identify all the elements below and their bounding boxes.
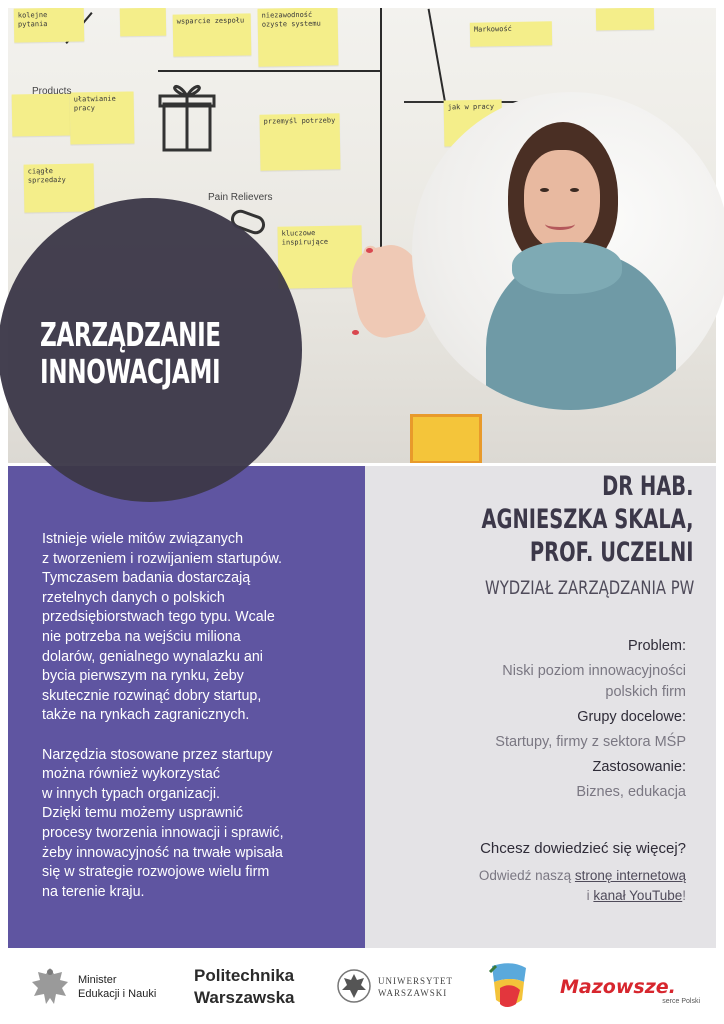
text-line: z tworzeniem i rozwijaniem startupów. (42, 550, 282, 567)
pw-line: Warszawska (194, 988, 295, 1007)
target-groups-label: Grupy docelowe: (577, 709, 686, 725)
fingernail (366, 248, 373, 253)
uw-line: WARSZAWSKI (378, 988, 448, 998)
text-line: także na rynkach zagranicznych. (42, 707, 250, 724)
sticky-note: ciągłe sprzedaży (24, 163, 95, 212)
portrait-smile (545, 218, 575, 230)
eagle-crest-icon (336, 964, 372, 1010)
yellow-object (410, 414, 482, 463)
sticky-note: przemyśl potrzeby (260, 113, 341, 170)
mein-logo (30, 950, 156, 1024)
description-text (42, 530, 342, 922)
pain-relievers-label: Pain Relievers (208, 192, 273, 203)
text-line: w innych typach organizacji. (42, 785, 221, 802)
colorful-emblem-icon (486, 960, 532, 1014)
footer-logos (0, 950, 724, 1024)
fingernail (352, 330, 359, 335)
sticky-note: kluczowe inspirujące (277, 225, 362, 288)
text-line: bycia pierwszym na rynku, żeby (42, 668, 244, 685)
products-label: Products (32, 86, 72, 97)
text-line: Tymczasem badania dostarczają (42, 570, 251, 587)
pw-logo (194, 950, 294, 1024)
description-paragraph (42, 746, 342, 903)
speaker-position: PROF. UCZELNI (530, 537, 694, 568)
application-label: Zastosowanie: (592, 759, 686, 775)
text-line: się w strategie rozwojowe wielu firm (42, 864, 270, 881)
mazowsze-logo (560, 950, 700, 1024)
speaker-title: DR HAB. (602, 471, 694, 502)
cta-text: Odwiedź naszą (478, 868, 575, 883)
text-line: Narzędzia stosowane przez startupy (42, 746, 273, 763)
youtube-link[interactable]: kanał YouTube (593, 888, 683, 903)
text-line: skutecznie rozwinąć dobry startup, (42, 687, 262, 704)
portrait-eye (570, 188, 579, 192)
pw-line: Politechnika (194, 966, 295, 985)
text-line: procesy tworzenia innowacji i sprawić, (42, 824, 284, 841)
sticky-note: jak w pracy (444, 99, 503, 146)
mazowsze-tagline: serce Polski (662, 998, 700, 1005)
speaker-portrait (412, 92, 724, 410)
cta-question: Chcesz dowiedzieć się więcej? (480, 840, 686, 857)
target-groups-value: Startupy, firmy z sektora MŚP (495, 734, 686, 750)
cta-links (479, 866, 686, 906)
text-line: rzetelnych danych o polskich (42, 589, 225, 606)
problem-value: Niski poziom innowacyjności (502, 663, 686, 679)
sticky-note (120, 8, 166, 36)
text-line: na terenie kraju. (42, 883, 145, 900)
application-value: Biznes, edukacja (576, 784, 686, 800)
mazowsze-wordmark: Mazowsze. (560, 976, 676, 998)
sticky-note: wsparcie zespołu (173, 13, 252, 56)
eagle-icon (30, 964, 70, 1010)
cta-text: ! (682, 888, 686, 903)
speaker-name (482, 470, 694, 569)
text-line: dolarów, genialnego wynalazku ani (42, 648, 263, 665)
problem-label: Problem: (627, 638, 686, 654)
project-info (396, 636, 686, 803)
title-line: ZARZĄDZANIE (40, 315, 221, 354)
title-line: INNOWACJAMI (40, 352, 221, 391)
portrait-face (524, 150, 600, 250)
mein-line: Minister (78, 974, 117, 986)
speaker-fullname: AGNIESZKA SKALA, (481, 504, 694, 535)
sticky-note (12, 93, 71, 136)
uw-line: UNIWERSYTET (378, 976, 453, 986)
text-line: można również wykorzystać (42, 766, 220, 783)
uw-logo (336, 950, 453, 1024)
mein-line: Edukacji i Nauki (78, 988, 157, 1000)
regional-logo (486, 950, 532, 1024)
sticky-note: ułatwianie pracy (70, 91, 135, 144)
problem-value: polskich firm (605, 684, 686, 700)
sticky-note: Markowość (470, 21, 552, 46)
gift-icon (158, 76, 216, 154)
text-line: przedsiębiorstwach tego typu. Wcale (42, 609, 275, 626)
description-paragraph (42, 530, 342, 726)
text-line: nie potrzeba na wejściu miliona (42, 628, 241, 645)
text-line: Dzięki temu możemy usprawnić (42, 805, 244, 822)
website-link[interactable]: stronę internetową (574, 868, 686, 883)
text-line: Istnieje wiele mitów związanych (42, 531, 244, 547)
portrait-collar (512, 242, 622, 294)
sticky-note: kolejne pytania (14, 8, 85, 43)
sticky-note: niezawodność ozyste systemu (257, 8, 338, 67)
speaker-faculty: WYDZIAŁ ZARZĄDZANIA PW (484, 577, 694, 599)
text-line: żeby innowacyjność na trwałe wpisała (42, 844, 283, 861)
portrait-eye (540, 188, 549, 192)
sticky-note (596, 8, 654, 31)
page-title (40, 316, 219, 390)
cta-text: i (586, 888, 594, 903)
